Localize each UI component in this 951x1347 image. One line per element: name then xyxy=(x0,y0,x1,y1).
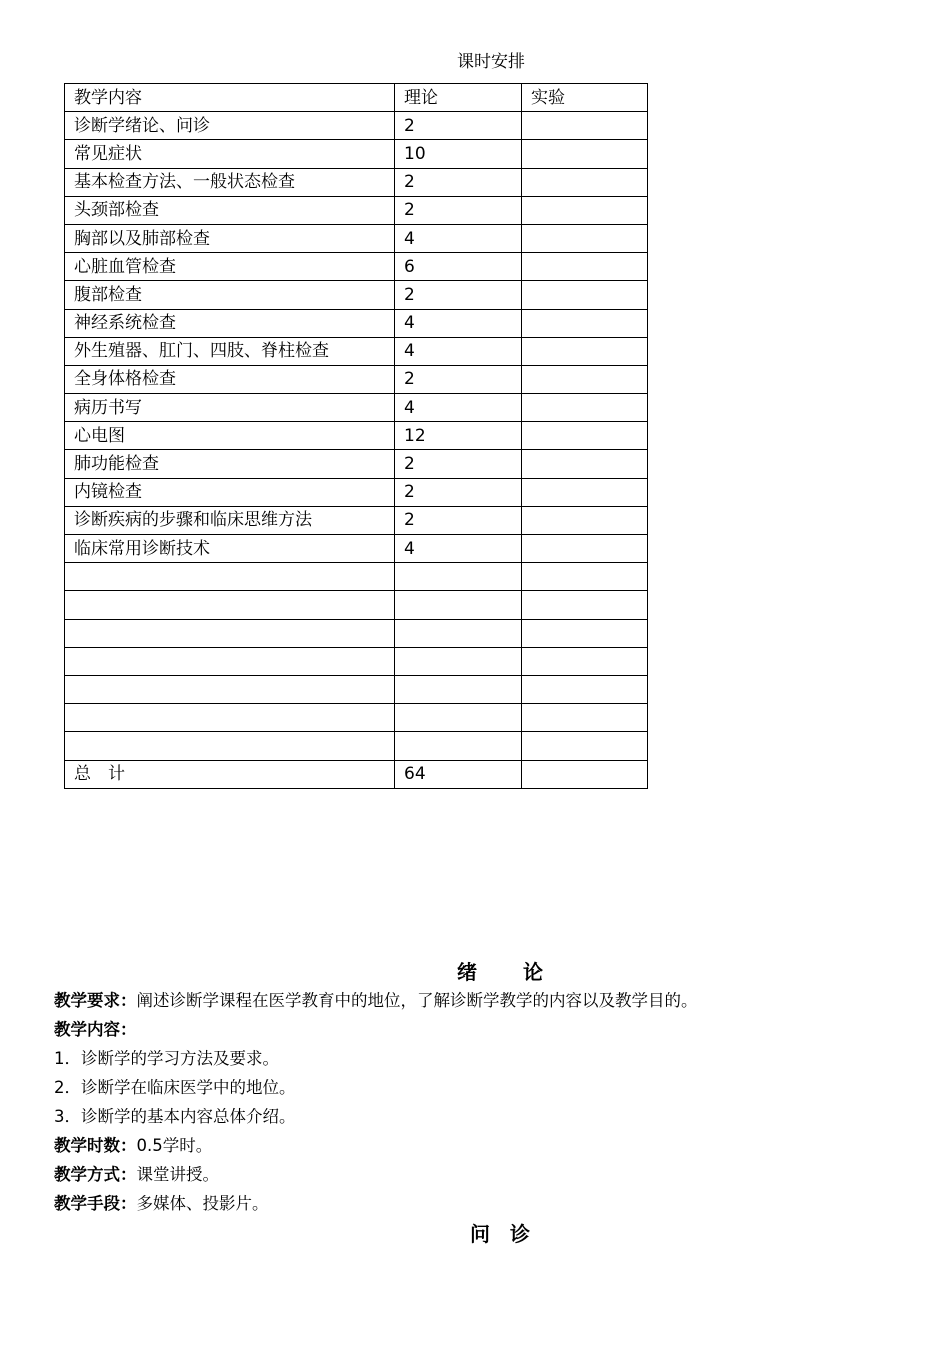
row-lab-cell xyxy=(522,309,648,337)
field-value: 多媒体、投影片。 xyxy=(136,1194,269,1213)
row-lab-cell xyxy=(522,506,648,534)
section-heading-inquiry xyxy=(54,1220,914,1248)
row-content-cell: 诊断学绪论、问诊 xyxy=(65,112,395,140)
row-theory-cell xyxy=(395,675,522,703)
row-theory-cell: 10 xyxy=(395,140,522,168)
row-theory-cell: 4 xyxy=(395,337,522,365)
table-row xyxy=(65,365,648,393)
row-content-cell: 内镜检查 xyxy=(65,478,395,506)
header-cell-theory: 理论 xyxy=(395,84,522,112)
row-theory-cell xyxy=(395,563,522,591)
row-theory-cell: 6 xyxy=(395,253,522,281)
teaching-method xyxy=(54,1160,914,1189)
table-row xyxy=(65,563,648,591)
row-content-cell xyxy=(65,704,395,732)
row-theory-cell: 4 xyxy=(395,394,522,422)
table-row xyxy=(65,478,648,506)
teaching-requirement xyxy=(54,986,914,1015)
heading-char: 诊 xyxy=(510,1222,530,1246)
row-lab-cell xyxy=(522,619,648,647)
row-lab-cell xyxy=(522,168,648,196)
row-content-cell: 诊断疾病的步骤和临床思维方法 xyxy=(65,506,395,534)
content-item: 3．诊断学的基本内容总体介绍。 xyxy=(54,1107,296,1126)
table-row xyxy=(65,281,648,309)
row-lab-cell xyxy=(522,675,648,703)
row-content-cell: 外生殖器、肛门、四肢、脊柱检查 xyxy=(65,337,395,365)
row-content-cell: 全身体格检查 xyxy=(65,365,395,393)
row-theory-cell: 4 xyxy=(395,535,522,563)
header-cell-content: 教学内容 xyxy=(65,84,395,112)
table-header-row xyxy=(65,84,648,112)
row-content-cell xyxy=(65,675,395,703)
row-theory-cell: 4 xyxy=(395,224,522,252)
row-content-cell: 神经系统检查 xyxy=(65,309,395,337)
table-row xyxy=(65,535,648,563)
row-content-cell xyxy=(65,647,395,675)
row-theory-cell xyxy=(395,591,522,619)
table-row xyxy=(65,704,648,732)
heading-char: 绪 xyxy=(457,960,477,984)
row-lab-cell xyxy=(522,253,648,281)
table-row xyxy=(65,675,648,703)
table-row xyxy=(65,647,648,675)
table-row xyxy=(65,506,648,534)
row-content-cell: 腹部检查 xyxy=(65,281,395,309)
introduction-section xyxy=(54,958,914,1248)
heading-char: 论 xyxy=(523,960,543,984)
row-content-cell: 心电图 xyxy=(65,422,395,450)
row-content-cell: 基本检查方法、一般状态检查 xyxy=(65,168,395,196)
row-theory-cell: 64 xyxy=(395,760,522,788)
header-cell-lab: 实验 xyxy=(522,84,648,112)
row-lab-cell xyxy=(522,535,648,563)
field-label: 教学要求： xyxy=(54,991,137,1010)
row-lab-cell xyxy=(522,732,648,760)
schedule-table xyxy=(64,83,648,789)
content-item: 2．诊断学在临床医学中的地位。 xyxy=(54,1078,296,1097)
row-lab-cell xyxy=(522,450,648,478)
row-content-cell: 胸部以及肺部检查 xyxy=(65,224,395,252)
row-lab-cell xyxy=(522,196,648,224)
teaching-means xyxy=(54,1189,914,1218)
row-content-cell xyxy=(65,732,395,760)
row-content-cell xyxy=(65,563,395,591)
row-lab-cell xyxy=(522,224,648,252)
row-theory-cell: 2 xyxy=(395,281,522,309)
row-lab-cell xyxy=(522,394,648,422)
heading-char: 问 xyxy=(470,1222,490,1246)
row-theory-cell: 2 xyxy=(395,506,522,534)
table-row xyxy=(65,732,648,760)
row-lab-cell xyxy=(522,563,648,591)
row-lab-cell xyxy=(522,591,648,619)
row-lab-cell xyxy=(522,140,648,168)
table-row xyxy=(65,337,648,365)
content-item: 1．诊断学的学习方法及要求。 xyxy=(54,1049,279,1068)
table-row xyxy=(65,422,648,450)
field-label: 教学方式： xyxy=(54,1165,137,1184)
row-lab-cell xyxy=(522,647,648,675)
row-lab-cell xyxy=(522,422,648,450)
row-theory-cell: 2 xyxy=(395,450,522,478)
row-content-cell: 心脏血管检查 xyxy=(65,253,395,281)
table-row xyxy=(65,196,648,224)
field-value: 0.5学时。 xyxy=(136,1136,213,1155)
table-row xyxy=(65,309,648,337)
table-row xyxy=(65,140,648,168)
row-lab-cell xyxy=(522,365,648,393)
field-label: 教学时数： xyxy=(54,1136,137,1155)
row-content-cell: 总 计 xyxy=(65,760,395,788)
row-theory-cell xyxy=(395,619,522,647)
row-content-cell: 临床常用诊断技术 xyxy=(65,535,395,563)
row-content-cell xyxy=(65,591,395,619)
row-theory-cell: 2 xyxy=(395,168,522,196)
row-content-cell xyxy=(65,619,395,647)
table-caption: 课时安排 xyxy=(457,52,525,72)
row-theory-cell xyxy=(395,647,522,675)
row-theory-cell xyxy=(395,732,522,760)
row-lab-cell xyxy=(522,478,648,506)
field-value: 阐述诊断学课程在医学教育中的地位，了解诊断学教学的内容以及教学目的。 xyxy=(136,991,698,1010)
teaching-hours xyxy=(54,1131,914,1160)
row-theory-cell: 4 xyxy=(395,309,522,337)
row-theory-cell: 2 xyxy=(395,478,522,506)
row-lab-cell xyxy=(522,112,648,140)
row-content-cell: 病历书写 xyxy=(65,394,395,422)
table-row xyxy=(65,619,648,647)
row-theory-cell: 2 xyxy=(395,112,522,140)
row-lab-cell xyxy=(522,760,648,788)
table-row xyxy=(65,168,648,196)
table-row xyxy=(65,224,648,252)
table-row xyxy=(65,253,648,281)
row-theory-cell: 2 xyxy=(395,365,522,393)
table-row xyxy=(65,591,648,619)
row-lab-cell xyxy=(522,704,648,732)
row-content-cell: 常见症状 xyxy=(65,140,395,168)
schedule-table-body xyxy=(65,84,648,789)
row-theory-cell: 12 xyxy=(395,422,522,450)
field-label: 教学内容： xyxy=(54,1020,137,1039)
row-theory-cell xyxy=(395,704,522,732)
table-row xyxy=(65,760,648,788)
row-content-cell: 肺功能检查 xyxy=(65,450,395,478)
table-row xyxy=(65,394,648,422)
field-label: 教学手段： xyxy=(54,1194,137,1213)
row-lab-cell xyxy=(522,281,648,309)
section-heading-introduction xyxy=(54,958,914,986)
row-theory-cell: 2 xyxy=(395,196,522,224)
row-content-cell: 头颈部检查 xyxy=(65,196,395,224)
table-row xyxy=(65,450,648,478)
row-lab-cell xyxy=(522,337,648,365)
table-row xyxy=(65,112,648,140)
teaching-content-label xyxy=(54,1015,914,1044)
field-value: 课堂讲授。 xyxy=(136,1165,219,1184)
